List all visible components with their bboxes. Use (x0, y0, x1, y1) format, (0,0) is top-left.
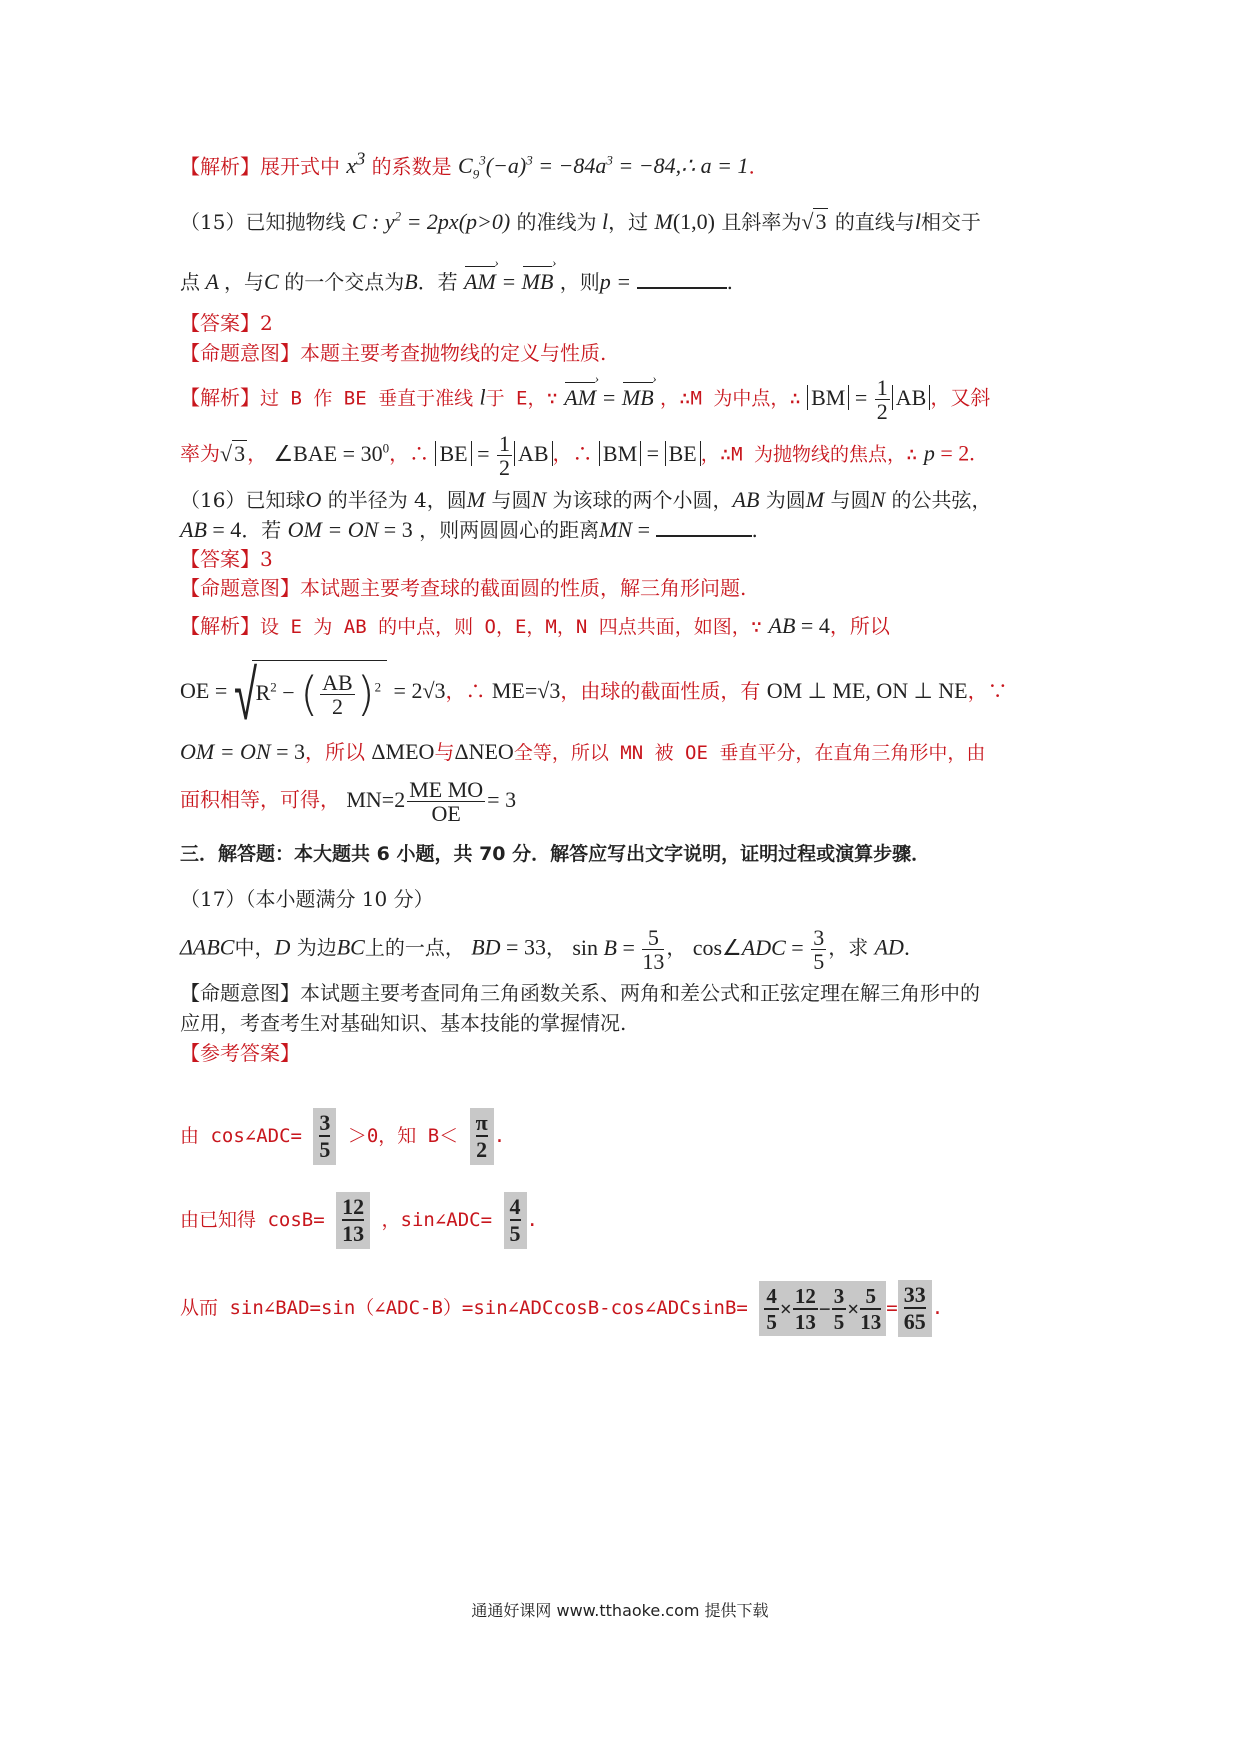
section-3-heading: 三．解答题：本大题共 6 小题，共 70 分．解答应写出文字说明，证明过程或演算步骤． (180, 843, 931, 865)
question-16-line-1: （16）已知球O 的半径为 4，圆M 与圆N 为该球的两个小圆，AB 为圆M 与圆N 的公共弦， (180, 487, 992, 512)
question-15-line-2: 点 A ，与C 的一个交点为B．若 AM › = MB › ，则p = . (180, 268, 1070, 297)
reference-answer-tag: 【参考答案】 (180, 1041, 300, 1065)
reference-line-1: 由 cos∠ADC= $\frac{3}{5}$ ＞0，知 B＜ $\frac{\pi}{2}$ . (180, 1108, 1070, 1165)
intent-16: 【命题意图】本试题主要考查球的截面圆的性质，解三角形问题. (180, 576, 747, 600)
analysis-16-line-2: OE = √ $R^2$ − ( $\frac{AB}{2}$ )$^2$ = 2√3，∴ ME=√3，由球的截面性质，有 OM ⊥ ME, ON ⊥ NE，∵ (180, 654, 1008, 736)
analysis-16-line-4: 面积相等，可得， MN=2 $\frac{\text{ME MO}}{OE}$ = 3 (180, 777, 517, 827)
analysis-15-line-1: 【解析】过 B 作 BE 垂直于准线 l于 E，∵ AM › = MB › ，∴M 为中点，∴ BM = $\frac{1}{2}$ AB ，又斜 (180, 376, 1070, 423)
answer-16: 【答案】3 (180, 547, 273, 571)
question-17-body: ΔABC中，D 为边BC上的一点， BD = 33， sin B = $\frac{5}{13}$ ， cos∠ADC = $\frac{3}{5}$ ，求 AD． (180, 925, 924, 975)
intent-17-line-1: 【命题意图】本试题主要考查同角三角函数关系、两角和差公式和正弦定理在解三角形中的 (180, 981, 980, 1005)
solution-14: 【解析】展开式中 $x^3$ 的系数是 $C_9^3(-a)^3 = -84a^3$ = −84,∴ a = 1. (180, 149, 755, 182)
formula-14: $C_9^3(-a)^3 = -84a^3$ = −84,∴ a = 1 (458, 153, 749, 182)
analysis-15-line-2: 率为√3 ， ∠BAE = $30^0$，∴ BE = $\frac{1}{2}$ AB ，∴ BM = BE ，∴M 为抛物线的焦点，∴ p = 2. (180, 431, 975, 481)
answer-blank-15 (637, 286, 727, 289)
sqrt-expression: √ $R^2$ − ( $\frac{AB}{2}$ )$^2$ (234, 660, 388, 725)
intent-17-line-2: 应用，考查考生对基础知识、基本技能的掌握情况. (180, 1011, 627, 1035)
analysis-16-line-1: 【解析】设 E 为 AB 的中点，则 O，E，M，N 四点共面，如图，∵ AB = 4，所以 (180, 613, 890, 638)
question-17-heading: （17）（本小题满分 10 分） (180, 887, 434, 911)
reference-line-2: 由已知得 cosB= $\frac{12}{13}$ ，sin∠ADC= $\frac{4}{5}$ . (180, 1192, 1070, 1249)
question-15-line-1: （15）已知抛物线 C : $y^2 = 2px(p>0)$ 的准线为 l，过 M(1,0) 且斜率为√3 的直线与l相交于 (180, 208, 981, 234)
analysis-16-line-3: OM = ON = 3，所以 ΔMEO与ΔNEO全等，所以 MN 被 OE 垂直平分，在直角三角形中，由 (180, 739, 986, 764)
page-footer: 通通好课网 www.tthaoke.com 提供下载 (471, 1601, 769, 1620)
intent-15: 【命题意图】本题主要考查抛物线的定义与性质. (180, 341, 607, 365)
reference-line-3: 从而 sin∠BAD=sin（∠ADC-B）=sin∠ADCcosB-cos∠ADCsinB= $\frac{4}{5}$ × $\frac{12}{13}$ − $\frac{3}{5}$ × $\frac{5}{13}$ = $\frac{33}{65}$ . (180, 1280, 1070, 1337)
answer-15: 【答案】2 (180, 311, 273, 335)
question-16-line-2: AB = 4．若 OM = ON = 3 ，则两圆圆心的距离MN = . (180, 517, 758, 542)
answer-blank-16 (656, 534, 752, 537)
